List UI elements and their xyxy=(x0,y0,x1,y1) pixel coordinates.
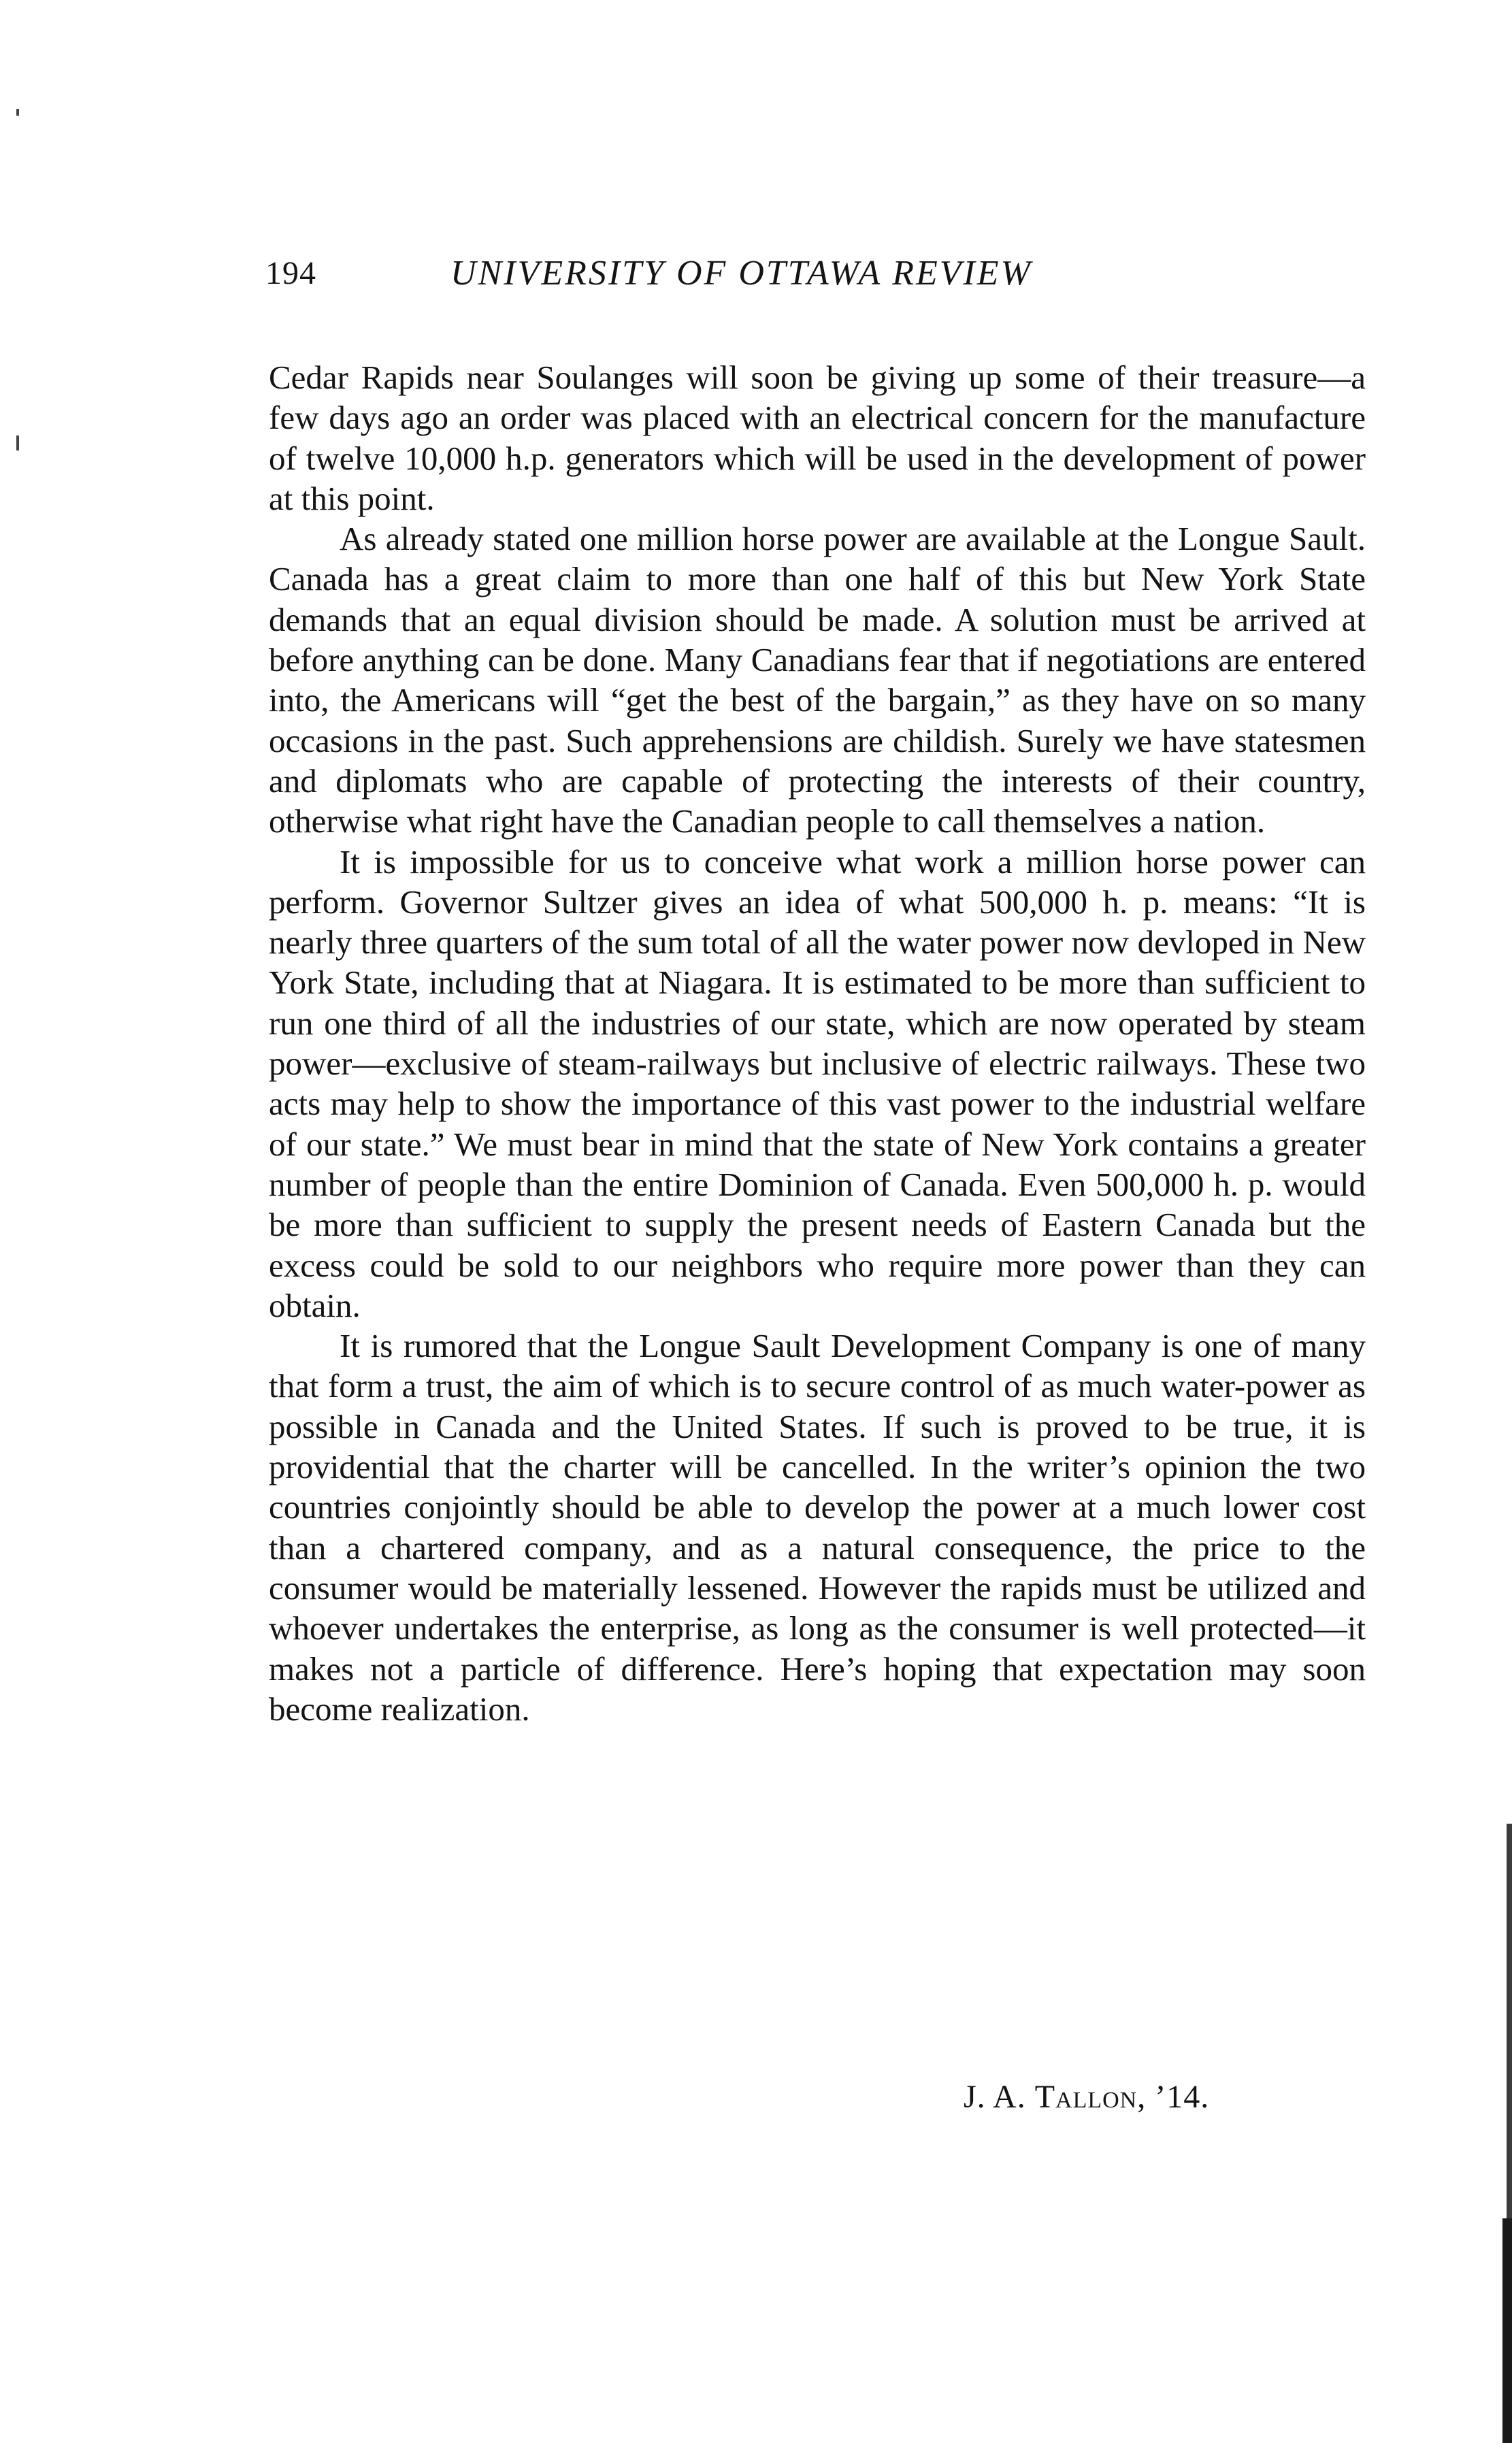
scan-edge-shadow-lower xyxy=(1502,2218,1512,2443)
paragraph-3: It is impossible for us to conceive what work a million horse power can perform. Governor Sultzer gives an idea of what 500,000 h. p. means: “It is nearly three quarters of the sum total of all the water power now devloped in New York State, including that at Niagara. It is estimated to be more than sufficient to run one third of all the industries of our state, which are now operated by steam power—exclusive of steam-railways but inclusive of electric railways. These two acts may help to show the importance of this vast power to the industrial welfare of our state.” We must bear in mind that the state of New York contains a greater number of people than the entire Dominion of Canada. Even 500,000 h. p. would be more than sufficient to supply the present needs of Eastern Canada but the excess could be sold to our neighbors who require more power than they can obtain. xyxy=(269,842,1366,1324)
paragraph-4: It is rumored that the Longue Sault Development Company is one of many that form a trust, the aim of which is to secure control of as much water-power as possible in Canada and the United States. If such is proved to be true, it is providential that the charter will be cancelled. In the writer’s opinion the two countries conjointly should be able to develop the power at a much lower cost than a chartered company, and as a natural consequence, the price to the consumer would be materially lessened. However the rapids must be utilized and whoever undertakes the enterprise, as long as the consumer is well protected—it makes not a particle of difference. Here’s hoping that expectation may soon become realization. xyxy=(269,1327,1366,1728)
paragraph-2: As already stated one million horse power are available at the Longue Sault. Canada has a great claim to more than one half of this but New York State demands that an equal division should be made. A solution must be arrived at before anything can be done. Many Canadians fear that if negotiations are entered into, the Americans will “get the best of the bargain,” as they have on so many occasions in the past. Such apprehensions are childish. Surely we have statesmen and diplomats who are capable of protecting the interests of their country, otherwise what right have the Canadian people to call themselves a nation. xyxy=(269,520,1366,840)
author-initials: J. A. xyxy=(964,2079,1026,2115)
running-head: UNIVERSITY OF OTTAWA REVIEW xyxy=(450,254,1032,293)
paragraph-1: Cedar Rapids near Soulanges will soon be giving up some of their treasure—a few days ago an order was placed with an electrical concern for the manufacture of twelve 10,000 h.p. generators which will be used in the development of power at this point. xyxy=(269,359,1366,517)
scan-speck xyxy=(16,109,19,116)
author-signature xyxy=(964,2077,1209,2118)
author-year: , ’14. xyxy=(1137,2079,1210,2115)
article-body xyxy=(269,357,1366,1729)
page-header xyxy=(265,253,1368,308)
page-number: 194 xyxy=(265,255,316,291)
scan-speck xyxy=(16,436,19,450)
author-surname: Tallon xyxy=(1034,2079,1138,2115)
